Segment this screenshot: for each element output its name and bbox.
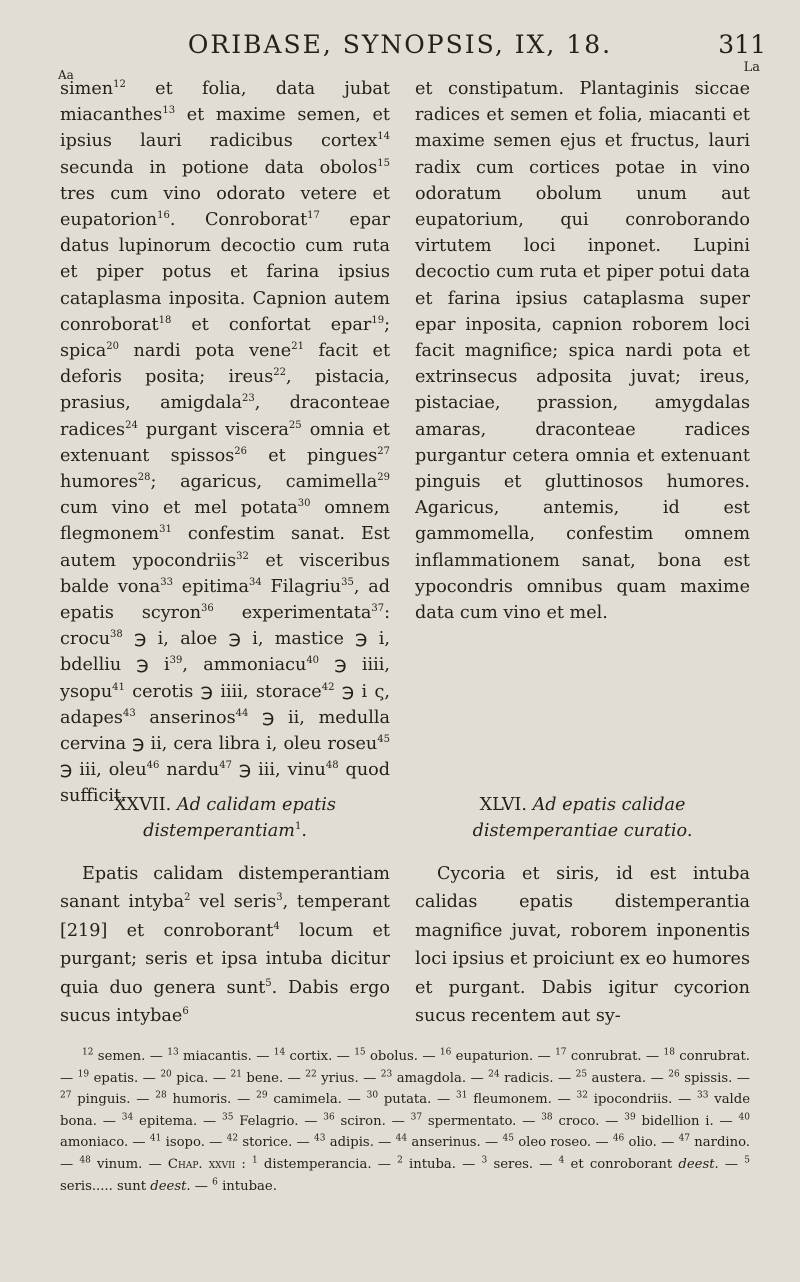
right-column — [415, 76, 750, 626]
running-header: ORIBASE, SYNOPSIS, IX, 18. — [187, 30, 613, 59]
signature-mark-left: Aa — [58, 68, 74, 82]
signature-mark-right: La — [743, 60, 760, 75]
section-title-left: Ad calidam epatis distemperantiam$^1$. — [143, 795, 336, 841]
section-heading-right — [410, 792, 755, 844]
section-text-right: Cycoria et siris, id est intuba calidas epatis distemperantia magnifice juvat, roborem inponentis loci ipsius et proiciunt ex eo humores et purgant. Dabis igitur cycorion sucus recentem aut sy- — [415, 864, 750, 1027]
section-text-left: Epatis calidam distemperantiam sanant intyba$^2$ vel seris$^3$, temperant [219] et conroborant$^4$ locum et purgant; seris et ipsa intuba dicitur quia duo genera sunt$^5$. Dabis ergo sucus intybae$^6$ — [60, 864, 390, 1027]
section-heading-left — [60, 792, 390, 844]
section-title-right: Ad epatis calidae distemperantiae curatio. — [472, 795, 693, 841]
page-number: 311 — [718, 30, 766, 59]
right-column-text: et constipatum. Plantaginis siccae radices et semen et folia, miacanti et maxime semen ejus et fructus, lauri radix cum cortices potae in vino odoratum obolum unum aut eupatorium, qui conroborando virtutem loci inponet. Lupini decoctio cum ruta et piper potui data et farina ipsius cataplasma super epar inposita, capnion roborem loci facit magnifice; spica nardi pota et extrinsecus adposita juvat; ireus, pistaciae, prassion, amygdalas amaras, draconteae radices purgantur cetera omnia et extenuant pinguis et gluttinosos humores. Agaricus, antemis, id est gammomella, confestim omnem inflammationem sanat, bona est ypocondris omnibus quam maxime data cum vino et mel. — [415, 79, 750, 624]
footnotes: $^{12}$ semen. — $^{13}$ miacantis. — $^{14}$ cortix. — $^{15}$ obolus. — $^{16}$ eupaturion. — $^{17}$ conrubrat. — $^{18}$ conrubrat. — $^{19}$ epatis. — $^{20}$ pica. — $^{21}$ bene. — $^{22}$ yrius. — $^{23}$ amagdola. — $^{24}$ radicis. — $^{25}$ austera. — $^{26}$ spissis. — $^{27}$ pinguis. — $^{28}$ humoris. — $^{29}$ camimela. — $^{30}$ putata. — $^{31}$ fleumonem. — $^{32}$ ipocondriis. — $^{33}$ valde bona. — $^{34}$ epitema. — $^{35}$ Felagrio. — $^{36}$ sciron. — $^{37}$ spermentato. — $^{38}$ croco. — $^{39}$ bidellion i. — $^{40}$ amoniaco. — $^{41}$ isopo. — $^{42}$ storice. — $^{43}$ adipis. — $^{44}$ anserinus. — $^{45}$ oleo roseo. — $^{46}$ olio. — $^{47}$ nardino. — $^{48}$ vinum. — Chap. xxvii : $^1$ distemperancia. — $^2$ intuba. — $^3$ seres. — $^4$ et conroborant deest. — $^5$ seris..... sunt deest. — $^6$ intubae. — [60, 1047, 751, 1194]
section-number-left: XXVII. — [114, 795, 172, 815]
left-column — [60, 76, 390, 810]
section-number-right: XLVI. — [479, 795, 527, 815]
left-column-text: simen$^{12}$ et folia, data jubat miacanthes$^{13}$ et maxime semen, et ipsius lauri radicibus cortex$^{14}$ secunda in potione data obolos$^{15}$ tres cum vino odorato vetere et eupatorion$^{16}$. Conroborat$^{17}$ epar datus lupinorum decoctio cum ruta et piper potus et farina ipsius cataplasma inposita. Capnion autem conroborat$^{18}$ et confortat epar$^{19}$; spica$^{20}$ nardi pota vene$^{21}$ facit et deforis posita; ireus$^{22}$, pistacia, prasius, amigdala$^{23}$, draconteae radices$^{24}$ purgant viscera$^{25}$ omnia et extenuant spissos$^{26}$ et pingues$^{27}$ humores$^{28}$; agaricus, camimella$^{29}$ cum vino et mel potata$^{30}$ omnem flegmonem$^{31}$ confestim sanat. Est autem ypocondriis$^{32}$ et visceribus balde vona$^{33}$ epitima$^{34}$ Filagriu$^{35}$, ad epatis scyron$^{36}$ experimentata$^{37}$: crocu$^{38}$ ℈ i, aloe ℈ i, mastice ℈ i, bdelliu ℈ $i^{39}$, ammoniacu$^{40}$ ℈ iiii, ysopu$^{41}$ cerotis ℈ iiii, storace$^{42}$ ℈ i ς, adapes$^{43}$ anserinos$^{44}$ ℈ ii, medulla cervina ℈ ii, cera libra i, oleu roseu$^{45}$ ℈ iii, oleu$^{46}$ nardu$^{47}$ ℈ iii, vinu$^{48}$ quod sufficit. — [60, 79, 391, 807]
